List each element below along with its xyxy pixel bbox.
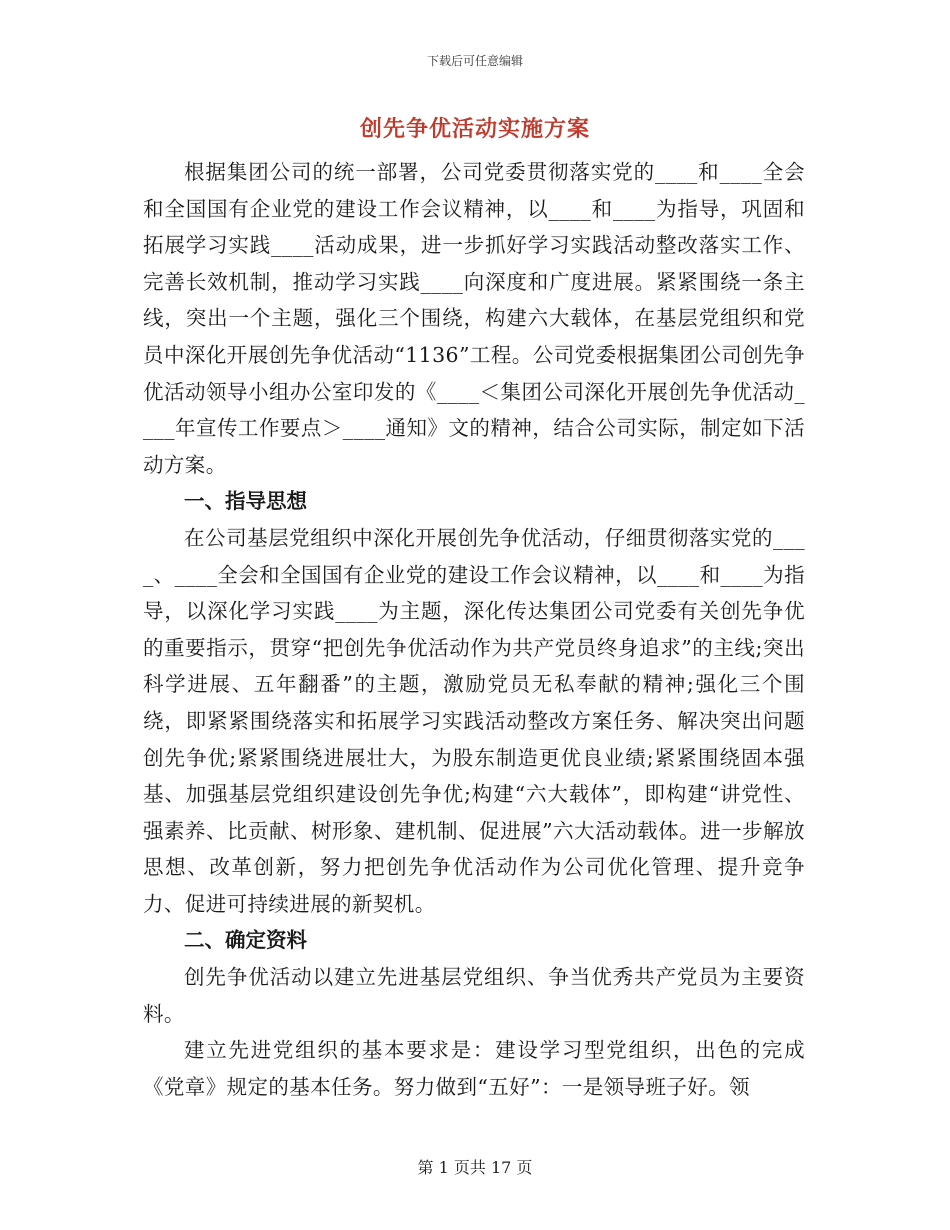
document-title: 创先争优活动实施方案: [359, 117, 590, 142]
section-paragraph-content-2: 建立先进党组织的基本要求是：建设学习型党组织，出色的完成《党章》规定的基本任务。努力做到“五好”：一是领导班子好。领: [143, 1038, 805, 1099]
section-heading-content: 二、确定资料: [184, 928, 307, 953]
page-number-footer: 第 1 页共 17 页: [417, 1158, 533, 1177]
page-header-note: 下载后可任意编辑: [426, 54, 523, 68]
intro-paragraph: 根据集团公司的统一部署，公司党委贯彻落实党的____和____全会和全国国有企业党的建设工作会议精神，以____和____为指导，巩固和拓展学习实践____活动成果，进一步抓好学习实践活动整改落实工作、完善长效机制，推动学习实践____向深度和广度进展。紧紧围绕一条主线，突出一个主题，强化三个围绕，构建六大载体，在基层党组织和党员中深化开展创先争优活动“1136”工程。公司党委根据集团公司创先争优活动领导小组办公室印发的《____＜集团公司深化开展创先争优活动____年宣传工作要点＞____通知》文的精神，结合公司实际，制定如下活动方案。: [143, 160, 805, 477]
section-paragraph-content-1: 创先争优活动以建立先进基层党组织、争当优秀共产党员为主要资料。: [143, 965, 805, 1026]
section-heading-guiding-ideology: 一、指导思想: [184, 489, 307, 514]
section-paragraph-guiding-ideology: 在公司基层党组织中深化开展创先争优活动，仔细贯彻落实党的____、____全会和全国国有企业党的建设工作会议精神，以____和____为指导，以深化学习实践____为主题，深化传达集团公司党委有关创先争优的重要指示，贯穿“把创先争优活动作为共产党员终身追求”的主线;突出科学进展、五年翻番”的主题，激励党员无私奉献的精神;强化三个围绕，即紧紧围绕落实和拓展学习实践活动整改方案任务、解决突出问题创先争优;紧紧围绕进展壮大，为股东制造更优良业绩;紧紧围绕固本强基、加强基层党组织建设创先争优;构建“六大载体”，即构建“讲党性、强素养、比贡献、树形象、建机制、促进展”六大活动载体。进一步解放思想、改革创新，努力把创先争优活动作为公司优化管理、提升竞争力、促进可持续进展的新契机。: [143, 525, 805, 916]
document-body: [143, 154, 805, 1105]
